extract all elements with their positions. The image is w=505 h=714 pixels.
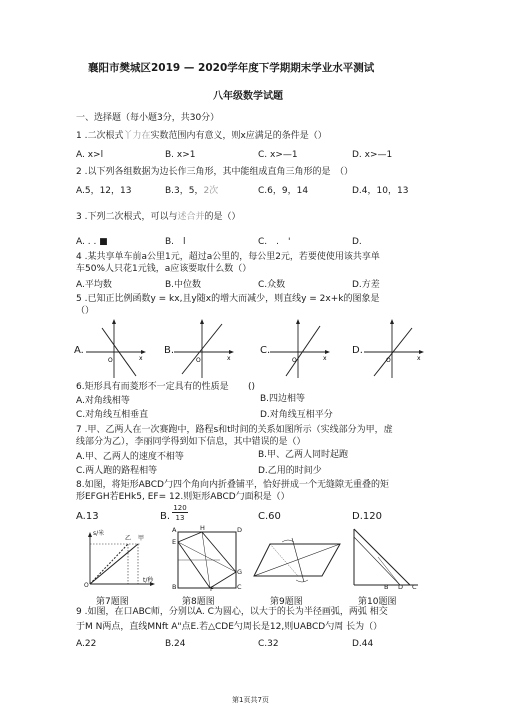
q3-option-c: C. . '	[258, 237, 291, 247]
fig10-label-c: C	[412, 583, 417, 591]
q3-stem	[76, 212, 240, 223]
svg-text:x: x	[417, 355, 421, 362]
svg-text:x: x	[139, 355, 143, 362]
fig7-yi-label: 乙	[125, 535, 132, 542]
q1-stem-a: 1 .二次根式	[76, 131, 124, 141]
q6-option-b: B.四边相等	[260, 394, 306, 404]
q8-fraction-numerator: 120	[173, 504, 187, 512]
q7-option-b: B.甲、乙两人同时起跑	[258, 450, 349, 460]
q1-option-a: A. x>l	[76, 150, 104, 160]
q9-line1: 9 .如图，在口ABC师，分别以A. C为圆心，以大于的长为半径画弧，两弧 相交	[76, 607, 388, 617]
q4-option-b: B.中位数	[165, 280, 202, 290]
q1-stem-b: 实数范围内有意义，则x应满足的条件是（）	[150, 131, 327, 141]
fig10-label-d: D	[398, 583, 404, 591]
svg-text:O: O	[196, 357, 201, 364]
exam-subtitle: 八年级数学试题	[213, 91, 283, 102]
q3-option-b: B. l	[165, 237, 186, 247]
q2-option-b	[165, 186, 218, 197]
q2-stem: 2 .以下列各组数据为边长作三角形，其中能组成直角三角形的是 （）	[76, 167, 353, 177]
q8-line1: 8.如图，将矩形ABCD勹四个角向内折叠铺平，恰好拼成一个无缝隙无重叠的矩	[76, 480, 389, 490]
page-footer: 第1页共7页	[232, 696, 269, 704]
q1-option-c: C. x>—1	[258, 150, 298, 160]
q8-line2: 形EFGH若EHk5, EF= 12.则矩形ABCD勹面积是（）	[76, 492, 290, 502]
svg-text:O: O	[386, 357, 391, 364]
fig8-label-g: G	[237, 568, 243, 576]
q6-stem: 6.矩形具有而菱形不一定具有的性质是	[76, 382, 229, 392]
figure-8	[170, 526, 243, 594]
q8-option-b: B.	[160, 511, 171, 522]
q2-option-b-text: B.3，5，	[165, 186, 204, 196]
q4-line2: 车50%人只花1元钱，a应该要取什么数（）	[76, 264, 252, 274]
q5-graph-c	[268, 318, 330, 380]
q7-option-c: C.两人跑的路程相等	[76, 466, 158, 476]
q4-option-a: A.平均数	[76, 280, 112, 290]
q1-stem	[76, 131, 327, 142]
q8-option-a: A.13	[76, 511, 99, 522]
q8-option-d: D.120	[352, 511, 382, 522]
fig7-jia-label: 甲	[138, 535, 145, 542]
q3-option-a: A. . . ■	[76, 237, 108, 247]
q4-option-d: D.方差	[352, 280, 380, 290]
fig10-caption: 第10题图	[358, 597, 397, 607]
q8-option-b-fraction	[172, 504, 188, 522]
q9-option-d: D.44	[352, 639, 374, 649]
q2-option-b-gray: 2次	[203, 186, 219, 196]
q3-option-d: D.	[352, 237, 362, 247]
svg-text:x: x	[227, 355, 231, 362]
svg-text:x: x	[323, 355, 327, 362]
q3-stem-b: 的是（）	[204, 212, 241, 222]
q9-option-a: A.22	[76, 639, 97, 649]
q6-option-a: A.对角线相等	[76, 396, 130, 406]
q2-option-a: A.5，12，13	[76, 186, 132, 196]
section-heading: 一、选择题（每小题3分，共30分）	[76, 113, 220, 123]
q8-fraction-denominator: 13	[175, 514, 185, 522]
exam-title: 襄阳市樊城区2019 — 2020学年度下学期期末学业水平测试	[88, 62, 375, 74]
q6-paren: ()	[248, 382, 256, 392]
q6-option-c: C.对角线互相垂直	[76, 410, 149, 420]
q7-option-d: D.乙用的时间少	[258, 466, 322, 476]
q5-graph-label-a: A.	[74, 345, 84, 356]
fig8-label-c: C	[237, 583, 242, 591]
svg-text:O: O	[108, 357, 113, 364]
q5-graph-d	[362, 318, 424, 380]
figure-9	[252, 536, 344, 584]
q7-line2: 线部分为乙），李丽同学得到如下信息，其中错误的是（）	[76, 437, 306, 447]
q4-line1: 4 .某共享单车前a公里1元，超过a公里的，每公里2元，若要使使用该共享单	[76, 252, 380, 262]
fig8-label-e: E	[172, 538, 177, 546]
fig7-s-label: s/米	[93, 530, 105, 537]
fig10-label-b: B	[384, 583, 389, 591]
q5-line2: （）	[76, 306, 95, 316]
fig7-o-label: O	[84, 582, 89, 589]
q5-graph-label-b: B.	[164, 345, 175, 356]
fig8-caption: 第8题图	[182, 597, 215, 607]
q3-stem-gray: 述合并	[177, 212, 205, 222]
q4-option-c: C.众数	[258, 280, 286, 290]
q1-option-b: B. x>1	[165, 150, 196, 160]
fig8-label-f: F	[210, 585, 214, 593]
fig8-label-b: B	[172, 583, 177, 591]
q9-option-c: C.32	[258, 639, 279, 649]
q9-line2: 于M N两点，直线MNft A"点E.若△CDE勺周长是12,则UABCD勺周 长为（）	[76, 622, 383, 632]
q5-line1: 5 .已知正比例函数y = kx,且y随x的增大而减少，则直线y = 2x+k的图象是	[76, 294, 380, 304]
q1-stem-gray: 丫力在	[123, 131, 151, 141]
q5-graph-a	[84, 318, 146, 380]
svg-text:O: O	[292, 357, 297, 364]
q2-option-c: C.6，9，14	[258, 186, 309, 196]
fig8-label-d: D	[237, 526, 243, 534]
q5-graph-label-d: D.	[352, 345, 363, 356]
fig7-t-label: t/秒	[143, 577, 154, 584]
q5-graph-b	[172, 318, 234, 380]
q9-option-b: B.24	[165, 639, 186, 649]
q5-graph-label-c: C.	[260, 345, 271, 356]
q8-option-c: C.60	[258, 511, 281, 522]
fig7-caption: 第7题图	[96, 597, 129, 607]
q6-option-d: D.对角线互相平分	[260, 410, 333, 420]
q2-option-d: D.4，10，13	[352, 186, 409, 196]
q7-line1: 7 .甲、乙两人在一次赛跑中，路程s和t时间的关系如图所示（实线部分为甲，虚	[76, 425, 393, 435]
q1-option-d: D. x>—1	[352, 150, 393, 160]
fig8-label-a: A	[172, 526, 177, 534]
fig9-caption: 第9题图	[270, 597, 303, 607]
q7-option-a: A.甲、乙两人的速度不相等	[76, 452, 184, 462]
fig8-label-h: H	[200, 524, 205, 532]
q3-stem-a: 3 .下列二次根式，可以与	[76, 212, 178, 222]
figure-10	[348, 527, 420, 591]
